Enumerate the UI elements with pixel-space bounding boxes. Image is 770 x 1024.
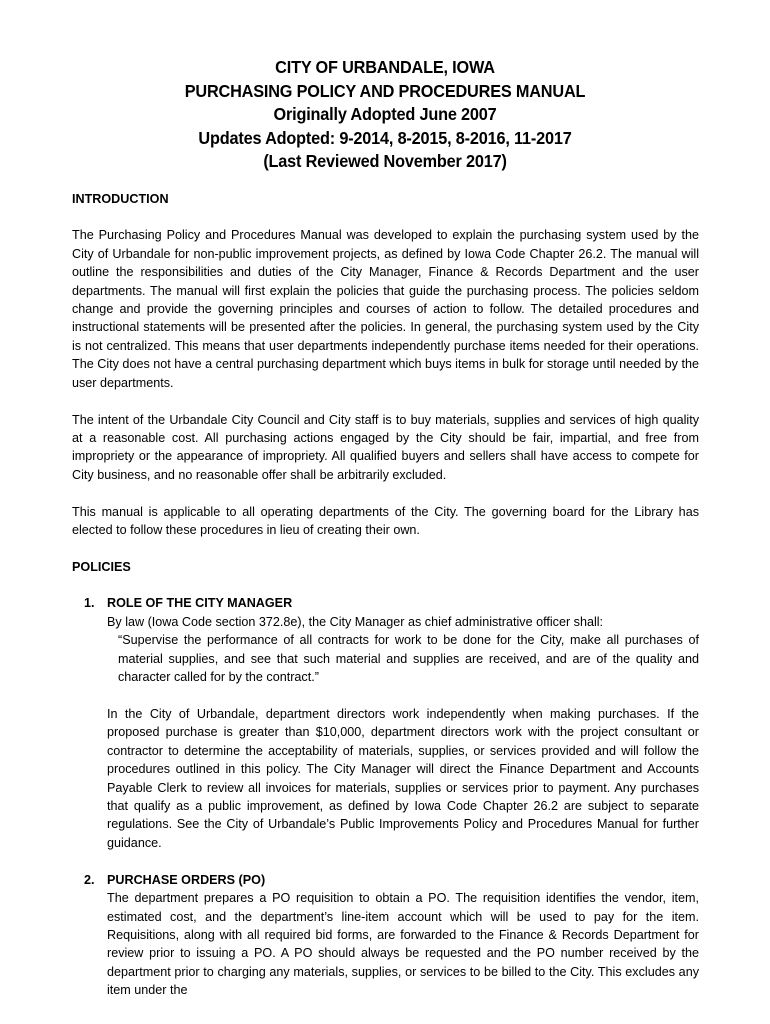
policy-item-title: PURCHASE ORDERS (PO) — [107, 872, 266, 887]
title-line-manual: PURCHASING POLICY AND PROCEDURES MANUAL — [184, 80, 586, 101]
applicability-paragraph: This manual is applicable to all operating departments of the City. The governing board for the Library has elected to follow these procedures in lieu of creating their own. — [72, 504, 699, 538]
title-line-reviewed: (Last Reviewed November 2017) — [263, 151, 507, 171]
policy-item-paragraph: In the City of Urbandale, department directors work independently when making purchases. If the proposed purchase is greater than $10,000, department directors work with the project consultant or contractor to determine the acceptability of materials, supplies, or services provided and will follow the procedures outlined in this policy. The City Manager will direct the Finance Department and Accounts Payable Clerk to review all invoices for materials, supplies or services prior to payment. Any purchases that qualify as a public improvement, as defined by Iowa Code Chapter 26.2 are subject to separate regulations. See the City of Urbandale’s Public Improvements Policy and Procedures Manual for further guidance. — [107, 706, 699, 850]
intent-paragraph: The intent of the Urbandale City Council and City staff is to buy materials, supplies and services of high quality at a reasonable cost. All purchasing actions engaged by the City should be fair, impartial, and free from impropriety or the appearance of impropriety. All qualified buyers and sellers shall have access to compete for City business, and no reasonable offer shall be arbitrarily excluded. — [72, 412, 699, 482]
policy-item-number: 2. — [84, 872, 95, 887]
title-line-updates: Updates Adopted: 9-2014, 8-2015, 8-2016, 11-2017 — [198, 127, 572, 148]
policy-item-title: ROLE OF THE CITY MANAGER — [107, 596, 293, 611]
document-title — [27, 56, 743, 174]
policy-item-intro: By law (Iowa Code section 372.8e), the City Manager as chief administrative officer shall: — [107, 614, 604, 629]
policy-item-paragraph: The department prepares a PO requisition to obtain a PO. The requisition identifies the vendor, item, estimated cost, and the department’s line-item account which will be used to pay for the item. Requisitions, along with all required bid forms, are forwarded to the Finance & Records Department for review prior to issuing a PO. A PO should always be requested and the PO number received by the department prior to charging any materials, supplies, or services to be billed to the City. This excludes any item under the — [107, 891, 699, 998]
policy-item-number: 1. — [84, 596, 95, 611]
document-body — [72, 190, 699, 1000]
policy-item-city-manager — [72, 594, 699, 852]
policy-item-purchase-orders — [72, 871, 699, 1000]
policies-heading: POLICIES — [72, 560, 131, 574]
title-line-adopted: Originally Adopted June 2007 — [273, 104, 497, 124]
title-line-city: CITY OF URBANDALE, IOWA — [275, 57, 495, 77]
policy-item-quote: “Supervise the performance of all contracts for work to be done for the City, make all purchases of material supplies, and see that such material and supplies are received, and are of the quality and character called for by the contract.” — [118, 633, 699, 685]
introduction-heading: INTRODUCTION — [72, 192, 169, 206]
introduction-paragraph: The Purchasing Policy and Procedures Manual was developed to explain the purchasing system used by the City of Urbandale for non-public improvement projects, as defined by Iowa Code Chapter 26.2. The manual will outline the responsibilities and duties of the City Manager, Finance & Records Department and the user departments. The manual will first explain the policies that guide the purchasing process. The policies seldom change and provide the governing principles and courses of action to follow. The detailed procedures and instructional statements will be presented after the policies. In general, the purchasing system used by the City is not centralized. This means that user departments independently purchase items needed for their operations. The City does not have a central purchasing department which buys items in bulk for storage until needed by the user departments. — [72, 228, 699, 390]
